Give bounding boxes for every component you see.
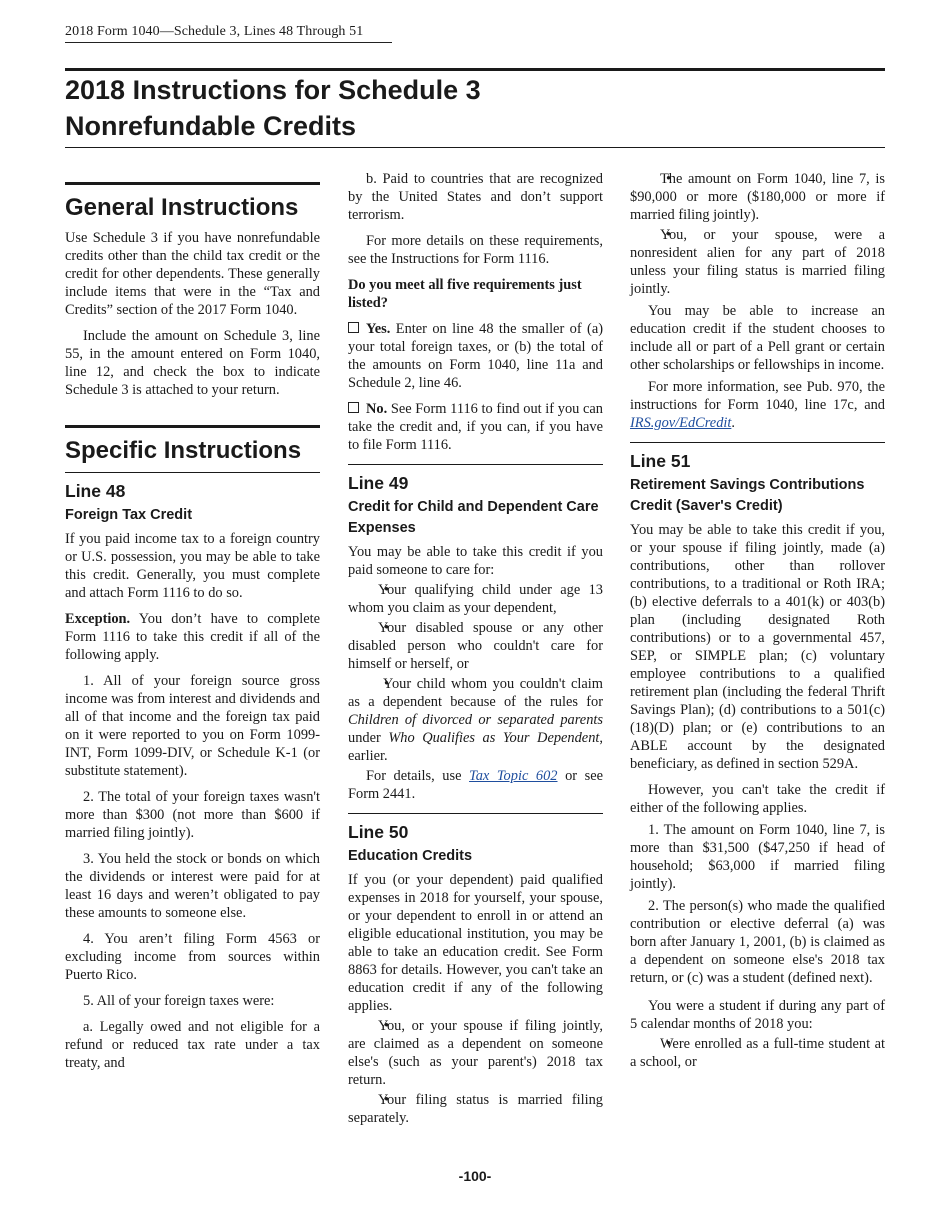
line-50-subheading: Education Credits (348, 848, 473, 864)
irs-edcredit-link[interactable]: IRS.gov/EdCredit (630, 415, 732, 431)
line-48-exception (65, 610, 320, 664)
general-instructions-heading: General Instructions (65, 182, 320, 223)
column-3 (630, 170, 885, 1079)
line-48-item-3: 3. You held the stock or bonds on which the dividends or interest were paid for at least 16 days and weren’t obligated to pay these amounts to someone else. (65, 851, 320, 921)
column-2 (348, 170, 603, 1135)
line-48-details: For more details on these requirements, see the Instructions for Form 1116. (348, 233, 603, 267)
column-1 (65, 182, 320, 1080)
general-p1: Use Schedule 3 if you have nonrefundable credits other than the child tax credit or the credit for other dependents. These generally include items that were in the “Tax and Credits” section of the 2017 Form 1040. (65, 230, 320, 318)
title-top-rule (65, 68, 885, 71)
no-label: No. (366, 401, 388, 417)
line-49-p1: You may be able to take this credit if you paid someone to care for: (348, 544, 603, 578)
details-post: or see Form 2441. (348, 768, 603, 802)
line-51-item-1: 1. The amount on Form 1040, line 7, is more than $31,500 ($47,250 if head of household; $63,000 if married filing jointly). (630, 822, 885, 892)
line-50-bullet-2: • Your filing status is married filing separately. (348, 1091, 603, 1127)
bullet-3-post: , earlier. (348, 730, 603, 764)
line-48-item-5: 5. All of your foreign taxes were: (83, 993, 275, 1009)
title-line-1: 2018 Instructions for Schedule 3 (65, 75, 481, 105)
line-51-p3: You were a student if during any part of 5 calendar months of 2018 you: (630, 998, 885, 1032)
line-51-p2: However, you can't take the credit if either of the following applies. (630, 782, 885, 816)
details-pre: For details, use (366, 768, 470, 784)
p3-post: . (731, 415, 735, 431)
exception-label: Exception. (65, 611, 131, 627)
bullet-3-pre: Your child whom you couldn't claim as a dependent because of the rules for (348, 676, 603, 710)
general-p2: Include the amount on Schedule 3, line 55, in the amount entered on Form 1040, line 12, and check the box to indicate Schedule 3 is attached to your return. (65, 328, 320, 398)
line-48-item-5b: b. Paid to countries that are recognized by the United States and don’t support terrorism. (348, 171, 603, 223)
title-line-2: Nonrefundable Credits (65, 111, 357, 141)
line-50-p1: If you (or your dependent) paid qualified expenses in 2018 for yourself, your spouse, or your dependent to enroll in or attend an eligible educational institution, you may be able to take an education credit. See Form 8863 for details. However, you can't take an education credit if any of the following applies. (348, 872, 603, 1014)
line-49-subheading: Credit for Child and Dependent Care Expenses (348, 499, 599, 536)
document-title (65, 72, 481, 144)
line-48-item-4: 4. You aren’t filing Form 4563 or excluding income from sources within Puerto Rico. (65, 931, 320, 983)
line-48-question: Do you meet all five requirements just listed? (348, 277, 582, 311)
yes-text: Enter on line 48 the smaller of (a) your total foreign taxes, or (b) the total of the amounts on Form 1040, line 11a and Schedule 2, line 46. (348, 321, 603, 391)
line-48-item-1: 1. All of your foreign source gross income was from interest and dividends and all of that income and the foreign tax paid on it were reported to you on Form 1099-INT, Form 1099-DIV, or Schedule K-1 (or substitute statement). (65, 673, 320, 779)
line-50-p3 (630, 378, 885, 432)
title-bottom-rule (65, 147, 885, 148)
yes-label: Yes. (366, 321, 391, 337)
line-50-heading: Line 50 (348, 813, 603, 844)
line-50-p2: You may be able to increase an education credit if the student chooses to include all or part of a Pell grant or certain other scholarships or fellowships in income. (630, 303, 885, 373)
line-48-item-2: 2. The total of your foreign taxes wasn't more than $300 (not more than $600 if married filing jointly). (65, 789, 320, 841)
exception-text: You don’t have to complete Form 1116 to take this credit if all of the following apply. (65, 611, 320, 663)
tax-topic-602-link[interactable]: Tax Topic 602 (469, 768, 558, 784)
running-head-rule (65, 42, 392, 43)
yes-checkbox (348, 322, 359, 333)
bullet-3-mid: under (348, 730, 389, 746)
line-50-bullet-4: • You, or your spouse, were a nonresident alien for any part of 2018 unless your filing status is married filing jointly. (630, 226, 885, 298)
line-49-bullet-3 (348, 675, 603, 765)
bullet-3-em-1: Children of divorced or separated parents (348, 712, 603, 728)
line-51-item-2: 2. The person(s) who made the qualified contribution or elective deferral (a) was born after January 1, 2001, (b) is claimed as a dependent on someone else's 2018 tax return, or (c) was a student (defined next). (630, 898, 885, 986)
line-49-bullet-1: • Your qualifying child under age 13 whom you claim as your dependent, (348, 581, 603, 617)
p3-pre: For more information, see Pub. 970, the instructions for Form 1040, line 17c, and (630, 379, 885, 413)
line-51-bullet-1: • Were enrolled as a full-time student at a school, or (630, 1035, 885, 1071)
line-50-bullet-1: • You, or your spouse if filing jointly, are claimed as a dependent on someone else's (such as your parent's) 2018 tax return. (348, 1017, 603, 1089)
line-51-subheading: Retirement Savings Contributions Credit (Saver's Credit) (630, 477, 865, 514)
no-text: See Form 1116 to find out if you can take the credit and, if you can, if you have to file Form 1116. (348, 401, 603, 453)
line-51-heading: Line 51 (630, 442, 885, 473)
specific-instructions-heading: Specific Instructions (65, 425, 320, 466)
line-49-details (348, 767, 603, 803)
line-49-bullet-2: • Your disabled spouse or any other disabled person who couldn't care for himself or herself, or (348, 619, 603, 673)
page-number: -100- (458, 1168, 492, 1184)
line-51-p1: You may be able to take this credit if you, or your spouse if filing jointly, made (a) contributions, other than rollover contributions, to a traditional or Roth IRA; (b) elective deferrals to a 401(k) or 403(b) plan (including designated Roth contributions) or to a governmental 457, SEP, or SIMPLE plan; (c) voluntary employee contributions to a qualified retirement plan (including the federal Thrift Savings Plan); (d) contributions to a 501(c)(18)(D) plan; or (e) contributions to an ABLE account by the designated beneficiary, as defined in section 529A. (630, 522, 885, 772)
no-checkbox (348, 402, 359, 413)
bullet-3-em-2: Who Qualifies as Your Dependent (388, 730, 600, 746)
line-48-yes (348, 320, 603, 392)
line-48-heading: Line 48 (65, 472, 320, 503)
line-50-bullet-3: • The amount on Form 1040, line 7, is $90,000 or more ($180,000 or more if married filing jointly). (630, 170, 885, 224)
line-48-p1: If you paid income tax to a foreign country or U.S. possession, you may be able to take this credit. Generally, you must complete and attach Form 1116 to do so. (65, 531, 320, 601)
line-48-subheading: Foreign Tax Credit (65, 507, 193, 523)
line-48-item-5a: a. Legally owed and not eligible for a refund or reduced tax rate under a tax treaty, and (65, 1019, 320, 1071)
line-48-no (348, 400, 603, 454)
running-head: 2018 Form 1040—Schedule 3, Lines 48 Through 51 (65, 24, 364, 39)
line-49-heading: Line 49 (348, 464, 603, 495)
